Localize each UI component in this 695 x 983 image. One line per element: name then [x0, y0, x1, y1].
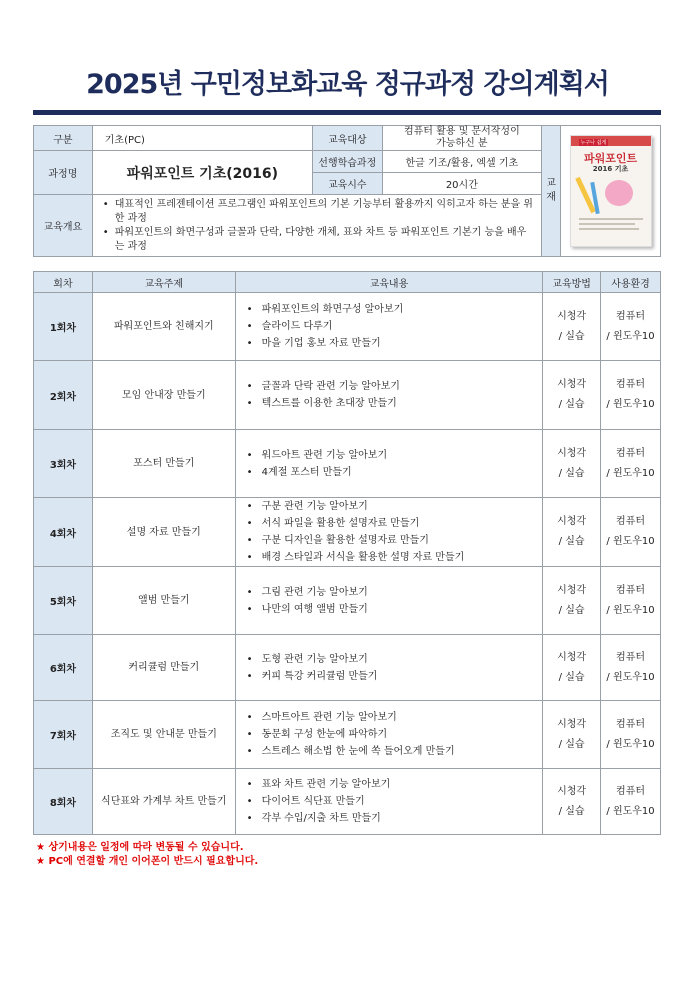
session-cell: 8회차 [34, 769, 93, 835]
method-cell [543, 769, 601, 835]
method-cell [543, 361, 601, 430]
method-line: / 실습 [558, 604, 585, 616]
method-line: / 실습 [558, 671, 585, 683]
content-item: • 표와 차트 관련 기능 알아보기 [262, 776, 538, 793]
env-cell [601, 769, 661, 835]
method-cell [543, 567, 601, 635]
topic-cell: 커리큘럼 만들기 [92, 635, 235, 701]
textbook-label [542, 126, 561, 257]
env-line: / 윈도우10 [606, 399, 655, 410]
table-row [34, 567, 661, 635]
method-line: 시청각 [557, 447, 587, 459]
cover-text-line [579, 223, 635, 225]
page-title: 2025년 구민정보화교육 정규과정 강의계획서 [86, 69, 609, 100]
target-value: 컴퓨터 활용 및 문서작성이 가능하신 분 [382, 126, 541, 151]
env-line: / 윈도우10 [606, 805, 655, 817]
table-row [34, 293, 661, 361]
hours-value: 20시간 [382, 173, 541, 195]
env-line: 컴퓨터 [616, 785, 646, 797]
content-cell [235, 567, 542, 635]
overview-item: • 파워포인트의 화면구성과 글꼴과 단락, 다양한 개체, 표와 차트 등 파워포인트 기본기 능을 배우는 과정 [115, 226, 535, 254]
table-row [34, 430, 661, 498]
content-item: • 서식 파일을 활용한 설명자료 만들기 [262, 515, 538, 532]
content-item: • 워드아트 관련 기능 알아보기 [262, 447, 538, 464]
content-item: • 동문회 구성 한눈에 파악하기 [262, 726, 538, 743]
cover-text-line [579, 228, 639, 230]
env-line: / 윈도우10 [606, 536, 655, 547]
schedule-table [33, 271, 661, 835]
content-item: • 구분 관련 기능 알아보기 [262, 498, 538, 515]
topic-cell: 식단표와 가계부 차트 만들기 [92, 769, 235, 835]
overview-content [92, 195, 541, 257]
env-line: / 윈도우10 [606, 330, 655, 342]
content-item: • 배경 스타일과 서식을 활용한 설명 자료 만들기 [262, 549, 538, 566]
env-line: 컴퓨터 [616, 651, 646, 663]
env-line: 컴퓨터 [616, 310, 646, 322]
schedule-body [34, 293, 661, 835]
content-cell [235, 701, 542, 769]
header-session: 회차 [34, 272, 93, 293]
method-cell [543, 293, 601, 361]
content-item: • 나만의 여행 앨범 만들기 [262, 601, 538, 618]
method-line: 시청각 [557, 785, 587, 797]
topic-cell: 파워포인트와 친해지기 [92, 293, 235, 361]
content-cell [235, 498, 542, 567]
table-row [34, 361, 661, 430]
topic-cell: 설명 자료 만들기 [92, 498, 235, 567]
env-cell [601, 567, 661, 635]
textbook-cover-image [570, 135, 652, 247]
method-line: / 실습 [558, 399, 585, 410]
prereq-label: 선행학습과정 [312, 151, 382, 173]
content-cell [235, 361, 542, 430]
method-line: / 실습 [558, 738, 585, 750]
env-cell [601, 635, 661, 701]
table-row [34, 769, 661, 835]
env-cell [601, 430, 661, 498]
method-cell [543, 430, 601, 498]
env-line: 컴퓨터 [616, 584, 646, 596]
overview-label: 교육개요 [34, 195, 93, 257]
method-cell [543, 498, 601, 567]
method-line: / 실습 [558, 330, 585, 342]
textbook-cell [561, 126, 661, 257]
session-cell: 2회차 [34, 361, 93, 430]
course-label: 과정명 [34, 151, 93, 195]
cover-character-illustration [605, 180, 633, 206]
prereq-value: 한글 기조/활용, 엑셀 기초 [382, 151, 541, 173]
overview-item: • 대표적인 프레젠테이션 프로그램인 파워포인트의 기본 기능부터 활용까지 익히고자 하는 분을 위한 과정 [115, 198, 535, 226]
session-cell: 6회차 [34, 635, 93, 701]
session-cell: 5회차 [34, 567, 93, 635]
method-cell [543, 701, 601, 769]
category-label: 구분 [34, 126, 93, 151]
category-value: 기초(PC) [92, 126, 312, 151]
table-row [34, 701, 661, 769]
env-line: 컴퓨터 [616, 447, 646, 459]
content-item: • 도형 관련 기능 알아보기 [262, 651, 538, 668]
table-row [34, 635, 661, 701]
hours-label: 교육시수 [312, 173, 382, 195]
cover-subtitle: 2016 기초 [592, 165, 629, 173]
table-row [34, 498, 661, 567]
topic-cell: 앨범 만들기 [92, 567, 235, 635]
env-cell [601, 498, 661, 567]
env-cell [601, 293, 661, 361]
method-line: / 실습 [558, 536, 585, 547]
content-item: • 텍스트를 이용한 초대장 만들기 [262, 395, 538, 412]
method-line: / 실습 [558, 805, 585, 817]
content-item: • 파워포인트의 화면구성 알아보기 [262, 301, 538, 318]
env-line: / 윈도우10 [606, 467, 655, 479]
content-item: • 마을 기업 홍보 자료 만들기 [262, 335, 538, 352]
content-item: • 각부 수입/지출 차트 만들기 [262, 810, 538, 827]
course-info-table [33, 125, 661, 257]
env-line: 컴퓨터 [616, 379, 646, 390]
note-line: ★ 상기내용은 일정에 따라 변동될 수 있습니다. [36, 842, 244, 853]
env-line: / 윈도우10 [606, 604, 655, 616]
cover-text-line [579, 218, 643, 220]
header-topic: 교육주제 [92, 272, 235, 293]
content-item: • 슬라이드 다루기 [262, 318, 538, 335]
cover-title: 파워포인트 [583, 152, 638, 165]
content-item: • 그림 관련 기능 알아보기 [262, 584, 538, 601]
cover-tag: 누구나 쉽게 [580, 140, 607, 146]
note-line: ★ PC에 연결할 개인 이어폰이 반드시 필요합니다. [36, 856, 259, 867]
notes [36, 841, 258, 869]
method-line: 시청각 [557, 718, 587, 730]
topic-cell: 포스터 만들기 [92, 430, 235, 498]
method-line: 시청각 [557, 310, 587, 322]
textbook-label-text: 교재 [546, 178, 556, 203]
env-line: / 윈도우10 [606, 671, 655, 683]
content-cell [235, 769, 542, 835]
method-line: 시청각 [557, 651, 587, 663]
content-cell [235, 430, 542, 498]
content-item: • 커피 특강 커리큘럼 만들기 [262, 668, 538, 685]
session-cell: 7회차 [34, 701, 93, 769]
content-cell [235, 635, 542, 701]
env-line: 컴퓨터 [616, 718, 646, 730]
content-item: • 스트레스 해소법 한 눈에 쏙 들어오게 만들기 [262, 743, 538, 760]
session-cell: 4회차 [34, 498, 93, 567]
title-underline [33, 110, 661, 115]
header-content: 교육내용 [235, 272, 542, 293]
method-line: / 실습 [558, 467, 585, 479]
content-item: • 다이어트 식단표 만들기 [262, 793, 538, 810]
method-line: 시청각 [557, 516, 587, 527]
course-name: 파워포인트 기초(2016) [92, 151, 312, 195]
content-cell [235, 293, 542, 361]
session-cell: 3회차 [34, 430, 93, 498]
session-cell: 1회차 [34, 293, 93, 361]
env-cell [601, 701, 661, 769]
content-item: • 4계절 포스터 만들기 [262, 464, 538, 481]
content-item: • 스마트아트 관련 기능 알아보기 [262, 709, 538, 726]
env-line: / 윈도우10 [606, 738, 655, 750]
topic-cell: 조직도 및 안내문 만들기 [92, 701, 235, 769]
method-line: 시청각 [557, 584, 587, 596]
method-cell [543, 635, 601, 701]
env-cell [601, 361, 661, 430]
env-line: 컴퓨터 [616, 516, 646, 527]
header-method: 교육방법 [543, 272, 601, 293]
topic-cell: 모임 안내장 만들기 [92, 361, 235, 430]
header-env: 사용환경 [601, 272, 661, 293]
content-item: • 구분 디자인을 활용한 설명자료 만들기 [262, 532, 538, 549]
target-label: 교육대상 [312, 126, 382, 151]
content-item: • 글꼴과 단락 관련 기능 알아보기 [262, 378, 538, 395]
method-line: 시청각 [557, 379, 587, 390]
